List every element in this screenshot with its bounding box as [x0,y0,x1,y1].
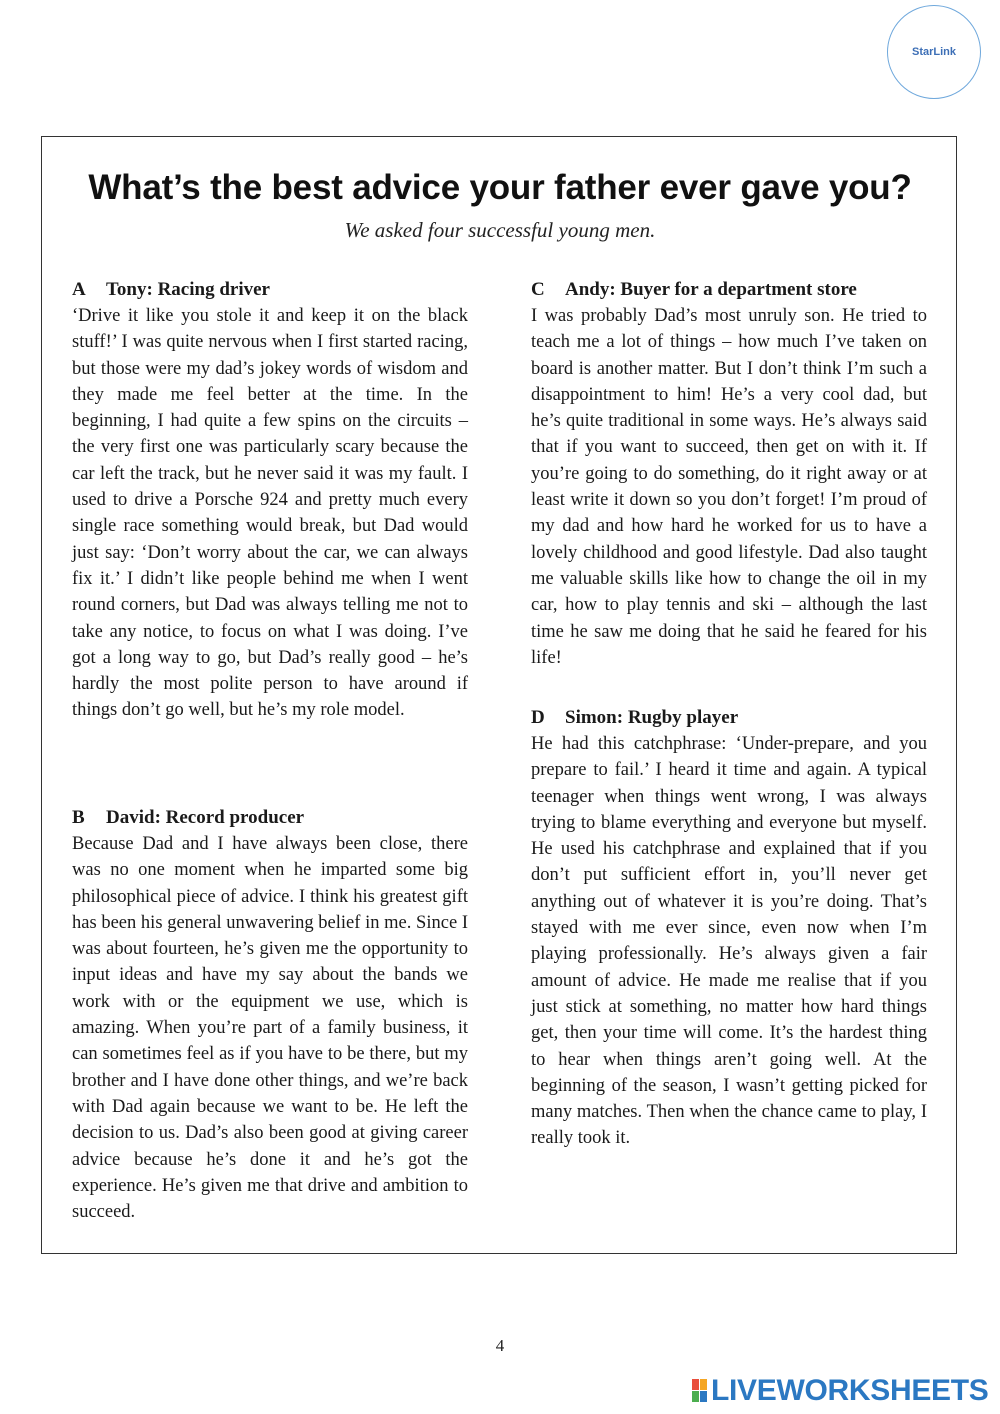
section-title: Simon: Rugby player [565,707,739,728]
section-title: David: Record producer [106,807,305,828]
liveworksheets-icon [692,1379,708,1403]
section-b [72,805,468,1225]
page-number: 4 [495,1336,505,1355]
article-subtitle: We asked four successful young men. [344,218,656,242]
section-heading [531,277,927,303]
section-heading [72,805,468,831]
section-body: Because Dad and I have always been close, there was no one moment when he imparted some big philosophical piece of advice. I think his greatest gift has been his general unwavering belief in me. Since I was about fourteen, he’s given me the opportunity to input ideas and have my say about the bands we work with or the equipment we use, which is amazing. When you’re part of a family business, it can sometimes feel as if you have to be there, but my brother and I have done other things, and we’re back with Dad again because we want to be. He left the decision to us. Dad’s also been good at giving career advice because he’s done it and he’s got the experience. He’s given me that drive and ambition to succeed. [72,834,468,1223]
liveworksheets-brand: LIVEWORKSHEETS [711,1374,989,1407]
section-title: Andy: Buyer for a department store [565,279,857,300]
section-body: ‘Drive it like you stole it and keep it on the black stuff!’ I was quite nervous when I first started racing, but those were my dad’s jokey words of wisdom and they made me feel better at the time. In the beginning, I had quite a few spins on the circuits – the very first one was particularly scary because the car left the track, but he never said it was my fault. I used to drive a Porsche 924 and pretty much every single race something would break, but Dad would just say: ‘Don’t worry about the car, we can always fix it.’ I didn’t like people behind me when I went round corners, but Dad was always telling me not to take any notice, to focus on what I was doing. I’ve got a long way to go, but Dad’s really good – he’s hardly the most polite person to have around if things don’t go well, but he’s my role model. [72,306,468,721]
section-heading [72,277,468,303]
starlink-logo-text: StarLink [911,46,956,58]
section-heading [531,705,927,731]
section-a [72,277,468,724]
section-letter: A [72,279,86,300]
article-title: What’s the best advice your father ever gave you? [88,168,912,207]
section-letter: B [72,807,85,828]
liveworksheets-logo [692,1376,989,1406]
section-letter: D [531,707,545,728]
section-body: He had this catchphrase: ‘Under-prepare, and you prepare to fail.’ I heard it time and again. A typical teenager when things went wrong, I was always trying to blame everything and everyone but myself. He used his catchphrase and explained that if you don’t put sufficient effort in, you’ll never get anything out of whatever it is you’re doing. That’s stayed with me ever since, even now when I’m playing professionally. He’s always given a fair amount of advice. He made me realise that if you just stick at something, no matter how hard things get, then your time will come. It’s the hardest thing to hear when things aren’t going well. At the beginning of the season, I wasn’t getting picked for many matches. Then when the chance came to play, I really took it. [531,734,927,1149]
section-c [531,277,927,671]
section-letter: C [531,279,545,300]
section-body: I was probably Dad’s most unruly son. He tried to teach me a lot of things – how much I’ve taken on board is another matter. But I don’t think I’m such a disappointment to him! He’s a very cool dad, but he’s quite traditional in some ways. He’s always said that if you want to succeed, then get on with it. If you’re going to do something, do it right away or at least write it down so you don’t forget! I’m proud of my dad and how hard he worked for us to have a lovely childhood and good lifestyle. Dad also taught me valuable skills like how to change the oil in my car, how to play tennis and ski – although the last time he saw me doing that he said he feared for his life! [531,306,927,668]
starlink-logo [887,5,981,99]
section-d [531,705,927,1152]
section-title: Tony: Racing driver [106,279,270,300]
